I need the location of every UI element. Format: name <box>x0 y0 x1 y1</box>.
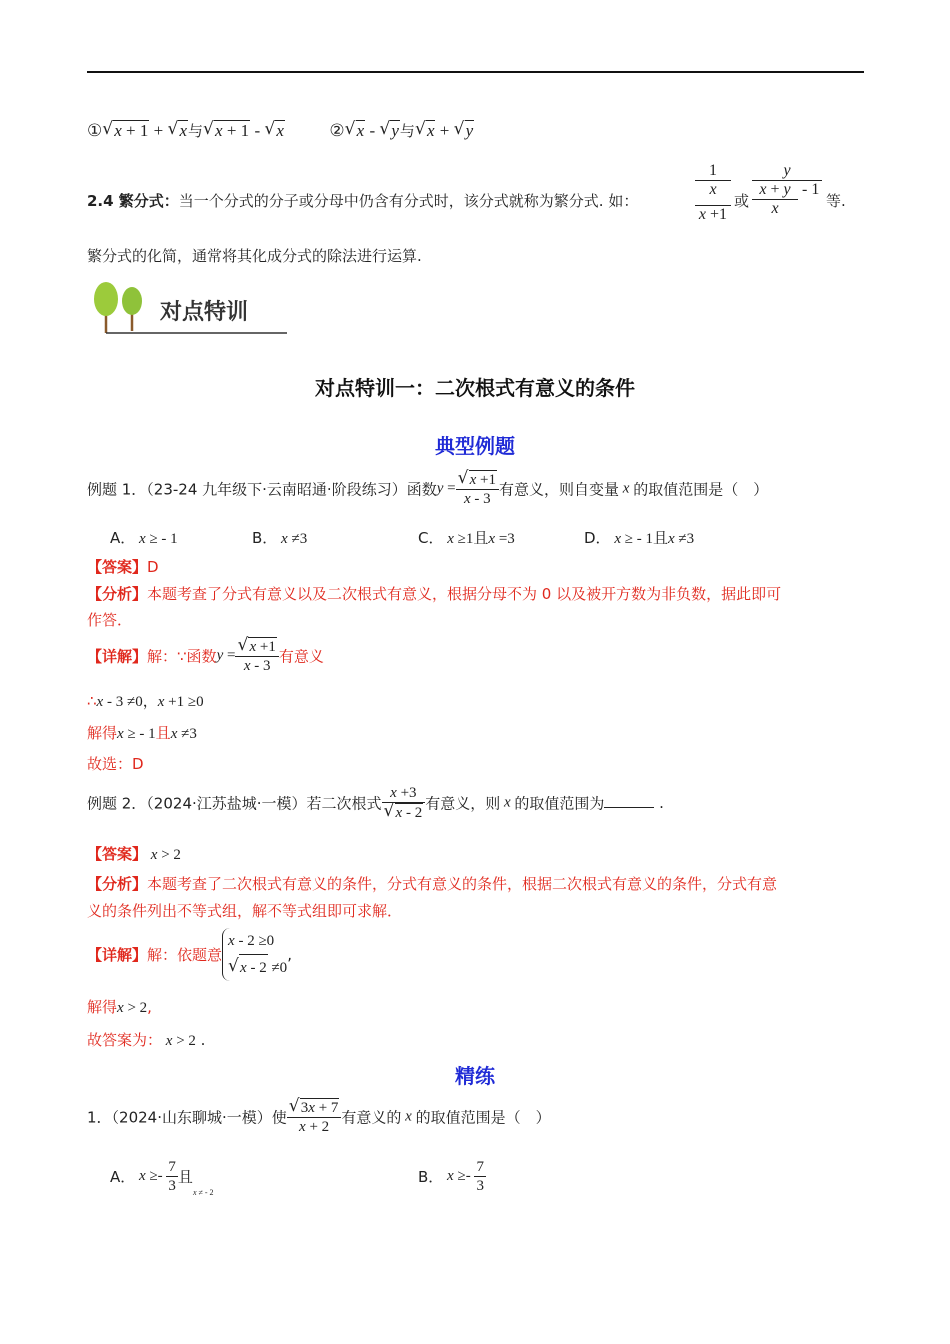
example-1-suffix2: 的取值范围是（ ） <box>633 480 769 499</box>
therefore-line: ∴x - 3 ≠0，x +1 ≥0 <box>87 692 204 710</box>
answer-2: 【答案】 x > 2 <box>87 845 181 863</box>
example-2: 例题 2．（2024·江苏盐城·一模）若二次根式 x +3 √ x - 2 有意义，则 x 的取值范围为 . <box>87 784 664 822</box>
q1-option-a[interactable]: A． x ≥- $\frac{7}{3}$ 且$_{x \ne - 2}$ <box>110 1159 214 1197</box>
analysis-2-cont: 义的条件列出不等式组，解不等式组即可求解． <box>87 902 403 920</box>
option-b[interactable]: B． x ≠3 <box>252 529 308 547</box>
logo-text: 对点特训 <box>160 300 249 325</box>
analysis-1: 【分析】本题考查了分式有意义以及二次根式有意义，根据分母不为 0 以及被开方数为非负数，据此即可 <box>87 585 782 603</box>
example-1: 例题 1．（23-24 九年级下·云南昭通·阶段练习）函数y = √ $\frac{x +1}{x - 3}$ 有意义，则自变量 x 的取值范围是（ ） <box>87 470 768 508</box>
solve-line-2: 解得x > 2, <box>87 998 152 1016</box>
option-d[interactable]: D． x ≥ - 1且x ≠3 <box>584 529 695 547</box>
conjugate-examples: ①√ x + 1 + √ x与√ x + 1 - √ x ②√ x - √ y与√ x + √ y <box>87 120 474 141</box>
final-answer-2: 故答案为： x > 2 . <box>87 1031 206 1049</box>
and-text: 与 <box>399 122 415 140</box>
section-2-4 <box>87 190 638 211</box>
analysis-1-cont: 作答． <box>87 611 133 629</box>
section-logo <box>92 281 292 335</box>
detail-1: 【详解】解：∵函数y = √ $\frac{x +1}{x - 3}$ 有意义 <box>87 637 324 675</box>
q1-option-b[interactable]: B． x ≥- $\frac{7}{3}$ <box>418 1159 484 1194</box>
example-1-suffix: 有意义，则自变量 <box>499 480 620 499</box>
subsection-heading: 典型例题 <box>435 434 515 458</box>
analysis-2: 【分析】本题考查了二次根式有意义的条件，分式有意义的条件，根据二次根式有意义的条件，分式有意 <box>87 875 778 893</box>
example-1-prefix: 例题 1．（23-24 九年级下·云南昭通·阶段练习）函数 <box>87 480 437 499</box>
solve-line-1: 解得x ≥ - 1且x ≠3 <box>87 724 197 742</box>
circle-one: ① <box>87 121 103 140</box>
practice-heading: 精练 <box>455 1064 495 1088</box>
section-label: 2.4 繁分式： <box>87 192 179 210</box>
and-text: 与 <box>188 122 204 140</box>
option-a[interactable]: A． x ≥ - 1 <box>110 529 178 547</box>
circle-two: ② <box>329 121 345 140</box>
complex-fraction-1: 1 x x +1 <box>695 162 731 224</box>
answer-1: 【答案】D <box>87 558 159 576</box>
answer-blank[interactable] <box>604 793 654 808</box>
or-text: 或 <box>734 192 750 210</box>
etc-text: 等. <box>826 192 846 210</box>
complex-fraction-2: y x + y - 1 x <box>752 162 822 218</box>
choice-1: 故选：D <box>87 755 144 773</box>
question-1: 1．（2024·山东聊城·一模）使 √ $\frac{3x + 7}{x + 2}$ 有意义的 x 的取值范围是（ ） <box>87 1098 551 1136</box>
top-rule <box>87 71 864 73</box>
section-heading: 对点特训一：二次根式有意义的条件 <box>315 376 635 400</box>
section-line2: 繁分式的化简，通常将其化成分式的除法进行运算. <box>87 247 422 265</box>
detail-2: 【详解】解：依题意 x - 2 ≥0 √ x - 2 ≠0 , <box>87 928 292 981</box>
option-c[interactable]: C． x ≥1且x =3 <box>418 529 515 547</box>
section-text: 当一个分式的分子或分母中仍含有分式时，该分式就称为繁分式. 如： <box>178 192 639 210</box>
